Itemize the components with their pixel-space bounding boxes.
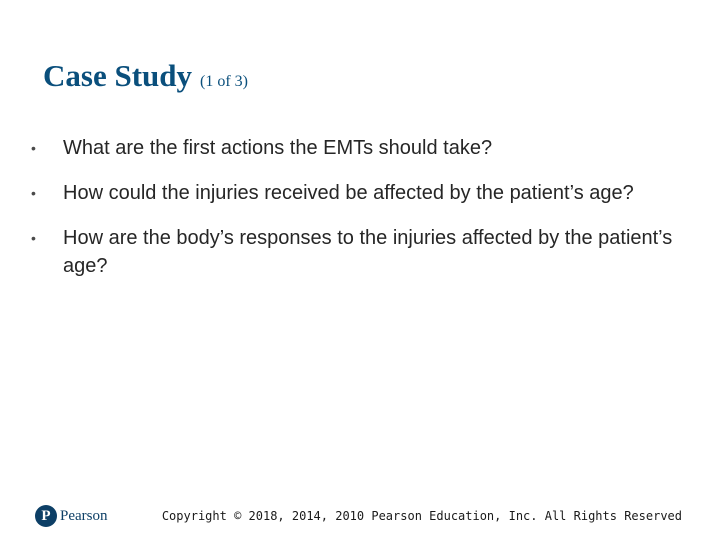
pearson-logo <box>35 505 108 527</box>
pearson-wordmark: Pearson <box>60 507 108 524</box>
bullet-item <box>30 179 710 207</box>
slide-title <box>43 58 248 94</box>
bullet-marker: • <box>31 140 36 156</box>
pearson-p-icon: P <box>35 505 57 527</box>
bullet-text: What are the first actions the EMTs should take? <box>63 137 493 159</box>
bullet-text: How are the body’s responses to the injuries affected by the patient’s age? <box>63 227 673 277</box>
bullet-item <box>30 224 710 280</box>
title-part-indicator: (1 of 3) <box>200 73 248 90</box>
title-main: Case Study <box>43 58 193 93</box>
bullet-text: How could the injuries received be affected by the patient’s age? <box>63 182 634 204</box>
bullet-marker: • <box>31 185 36 201</box>
bullet-marker: • <box>31 230 36 246</box>
bullet-item <box>30 134 710 162</box>
bullet-list <box>30 134 710 280</box>
copyright-notice: Copyright © 2018, 2014, 2010 Pearson Education, Inc. All Rights Reserved <box>161 509 682 523</box>
